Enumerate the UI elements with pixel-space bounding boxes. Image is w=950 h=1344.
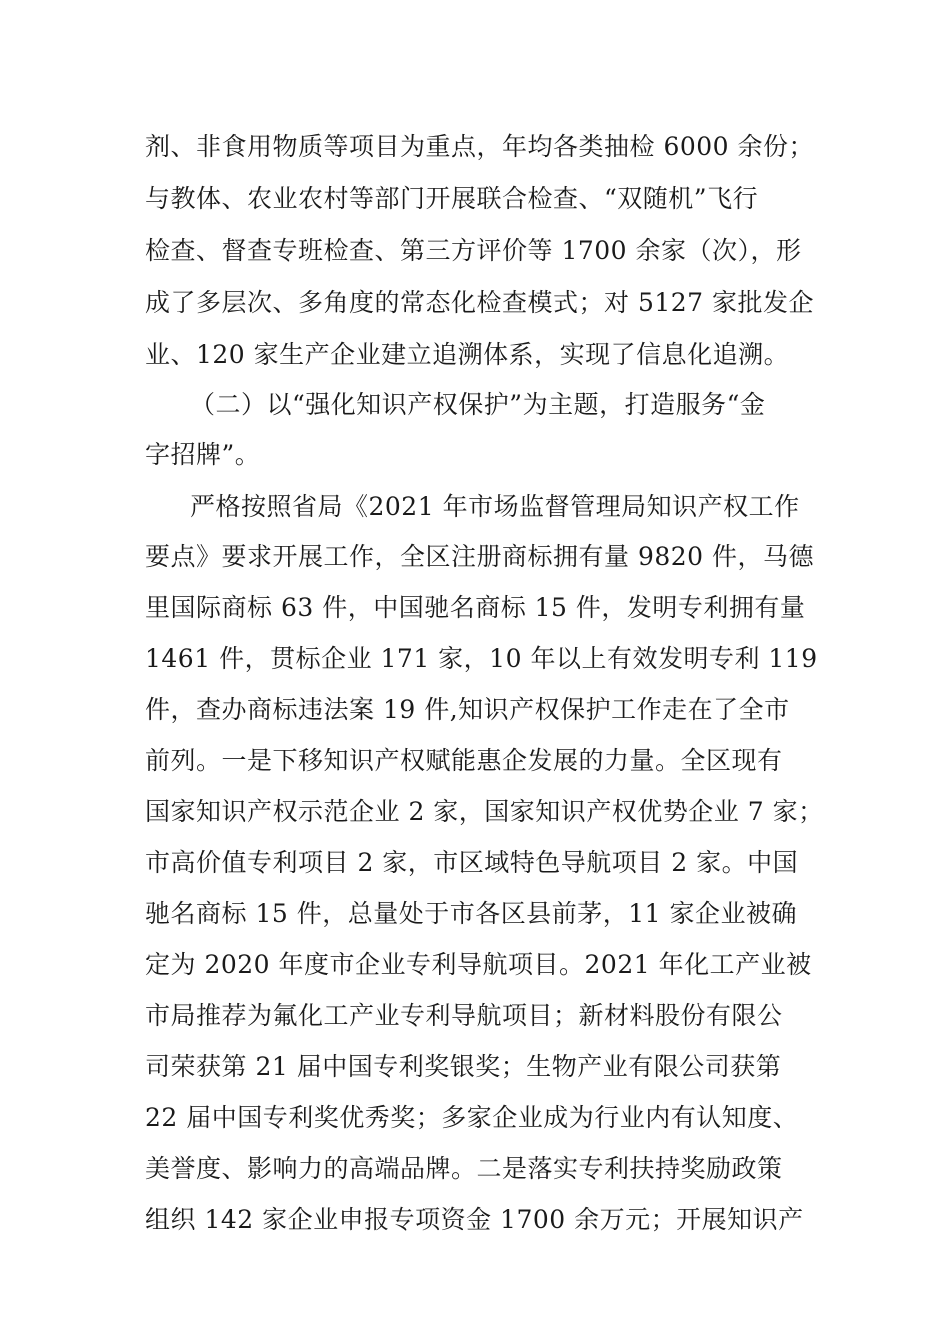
text-line: 司荣获第 21 届中国专利奖银奖；生物产业有限公司获第 (145, 1052, 782, 1081)
text-line: 驰名商标 15 件，总量处于市各区县前茅，11 家企业被确 (145, 899, 797, 928)
text-line: 1461 件，贯标企业 171 家，10 年以上有效发明专利 119 (145, 644, 818, 673)
text-line: 22 届中国专利奖优秀奖；多家企业成为行业内有认知度、 (145, 1103, 799, 1132)
text-line: 市局推荐为氟化工产业专利导航项目；新材料股份有限公 (145, 1001, 783, 1030)
text-line: 国家知识产权示范企业 2 家，国家知识产权优势企业 7 家； (145, 797, 824, 826)
text-line: 定为 2020 年度市企业专利导航项目。2021 年化工产业被 (145, 950, 812, 979)
text-line: 件，查办商标违法案 19 件,知识产权保护工作走在了全市 (145, 695, 790, 724)
paragraph-start: 严格按照省局《2021 年市场监督管理局知识产权工作 (190, 492, 800, 521)
text-line: 里国际商标 63 件，中国驰名商标 15 件，发明专利拥有量 (145, 593, 806, 622)
text-line: 业、120 家生产企业建立追溯体系，实现了信息化追溯。 (145, 340, 790, 369)
text-line: 组织 142 家企业申报专项资金 1700 余万元；开展知识产 (145, 1205, 804, 1234)
section-heading-continued: 字招牌”。 (145, 440, 261, 469)
text-line: 美誉度、影响力的高端品牌。二是落实专利扶持奖励政策 (145, 1154, 783, 1183)
text-line: 要点》要求开展工作，全区注册商标拥有量 9820 件，马德 (145, 542, 815, 571)
text-line: 成了多层次、多角度的常态化检查模式；对 5127 家批发企 (145, 288, 815, 317)
text-line: 剂、非食用物质等项目为重点，年均各类抽检 6000 余份； (145, 132, 815, 161)
section-heading: （二）以“强化知识产权保护”为主题，打造服务“金 (190, 390, 766, 419)
text-line: 与教体、农业农村等部门开展联合检查、“双随机”飞行 (145, 184, 759, 213)
text-line: 检查、督查专班检查、第三方评价等 1700 余家（次），形 (145, 236, 802, 265)
text-line: 市高价值专利项目 2 家，市区域特色导航项目 2 家。中国 (145, 848, 799, 877)
text-line: 前列。一是下移知识产权赋能惠企发展的力量。全区现有 (145, 746, 783, 775)
